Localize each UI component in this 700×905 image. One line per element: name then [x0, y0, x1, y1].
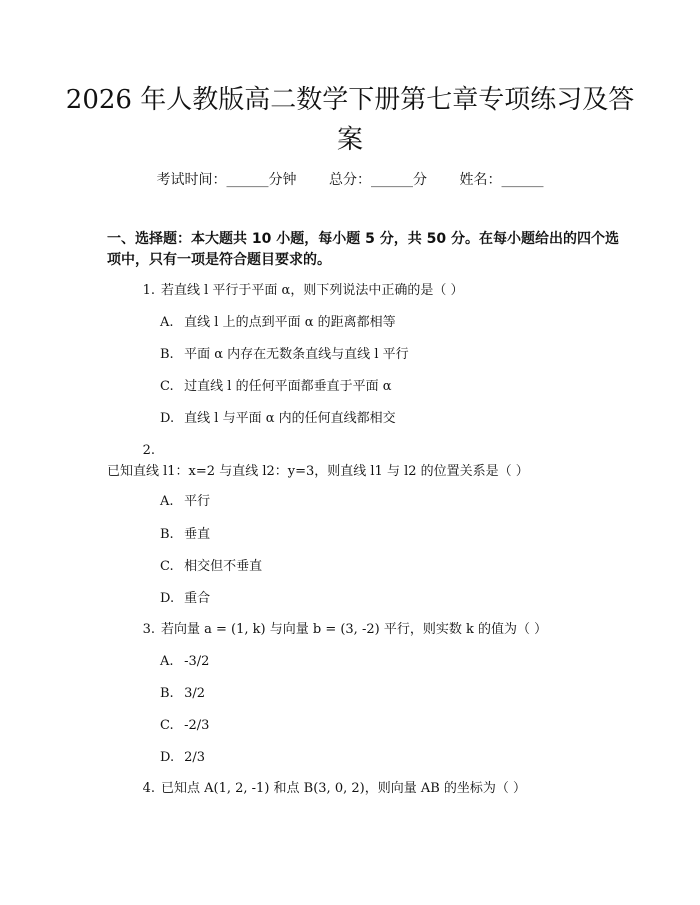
option-text: -2/3 [184, 718, 210, 733]
exam-time-field: 考试时间：______分钟 [156, 172, 297, 188]
option-text: 3/2 [184, 686, 206, 701]
option-text: 过直线 l 的任何平面都垂直于平面 α [184, 379, 392, 394]
option-letter: A. [160, 315, 174, 330]
question-text: 已知点 A(1, 2, -1) 和点 B(3, 0, 2)，则向量 AB 的坐标为（ ） [161, 781, 527, 796]
option-2c [160, 557, 620, 577]
option-2b [160, 525, 620, 545]
option-letter: C. [160, 379, 174, 394]
option-1c [160, 377, 620, 397]
section-heading: 一、选择题：本大题共 10 小题，每小题 5 分，共 50 分。在每小题给出的四个选项中，只有一项是符合题目要求的。 [107, 231, 619, 268]
option-letter: D. [160, 591, 175, 606]
option-3c [160, 716, 620, 736]
option-2d [160, 589, 620, 609]
question-3 [107, 619, 627, 640]
option-letter: A. [160, 494, 174, 509]
question-number: 3. [142, 622, 155, 637]
question-number: 4. [142, 781, 155, 796]
option-text: 平面 α 内存在无数条直线与直线 l 平行 [184, 347, 409, 362]
option-1a [160, 313, 620, 333]
option-2a [160, 492, 620, 512]
question-text: 已知直线 l1：x=2 与直线 l2：y=3，则直线 l1 与 l2 的位置关系是（ ） [107, 464, 529, 479]
question-number: 1. [142, 283, 155, 298]
option-letter: C. [160, 559, 174, 574]
option-letter: D. [160, 750, 175, 765]
option-letter: A. [160, 654, 174, 669]
option-1d [160, 409, 620, 429]
question-text: 若向量 a = (1, k) 与向量 b = (3, -2) 平行，则实数 k 的值为（ ） [161, 622, 548, 637]
option-text: 2/3 [184, 750, 206, 765]
option-letter: B. [160, 686, 174, 701]
option-text: 垂直 [184, 527, 211, 542]
option-letter: D. [160, 411, 175, 426]
exam-meta [0, 170, 700, 190]
option-text: 相交但不垂直 [184, 559, 263, 574]
option-letter: B. [160, 347, 174, 362]
option-letter: B. [160, 527, 174, 542]
option-1b [160, 345, 620, 365]
name-field: 姓名：______ [459, 172, 544, 188]
option-text: -3/2 [184, 654, 210, 669]
option-letter: C. [160, 718, 174, 733]
question-4 [107, 778, 627, 799]
document-title: 2026 年人教版高二数学下册第七章专项练习及答案 [65, 85, 635, 155]
total-score-field: 总分：______分 [329, 172, 427, 188]
question-1 [107, 280, 627, 301]
option-text: 重合 [184, 591, 211, 606]
question-text: 若直线 l 平行于平面 α，则下列说法中正确的是（ ） [161, 283, 464, 298]
option-3b [160, 684, 620, 704]
option-3a [160, 652, 620, 672]
question-number: 2. [142, 443, 155, 458]
option-text: 平行 [184, 494, 211, 509]
option-text: 直线 l 上的点到平面 α 的距离都相等 [184, 315, 396, 330]
question-2 [107, 440, 577, 482]
option-3d [160, 748, 620, 768]
option-text: 直线 l 与平面 α 内的任何直线都相交 [184, 411, 396, 426]
